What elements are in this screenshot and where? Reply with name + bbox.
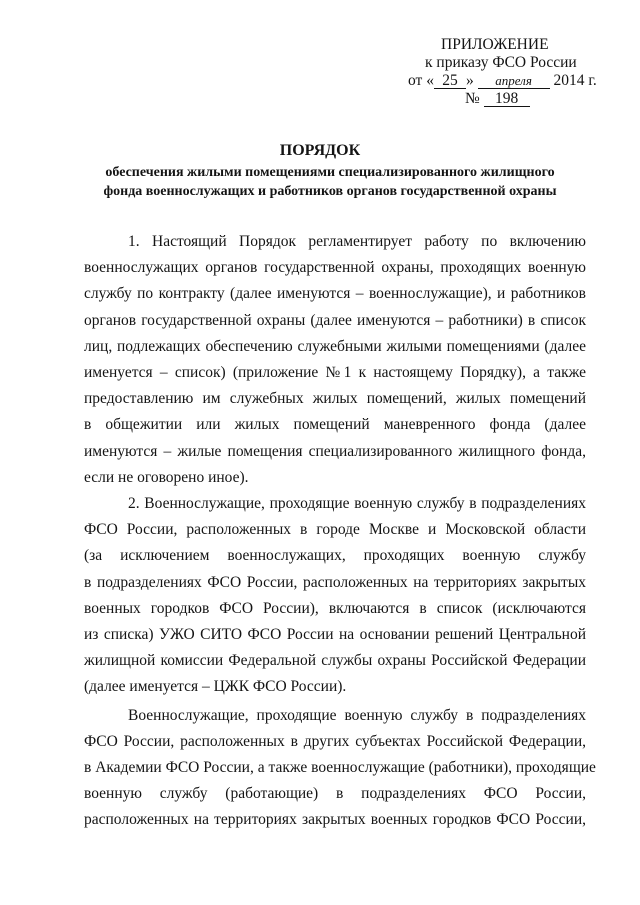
- text-line: в общежитии или жилых помещений маневренного фонда (далее: [84, 416, 586, 434]
- paragraph-3: [84, 703, 596, 834]
- number-value: 198: [484, 91, 530, 107]
- text-line: именуется – список) (приложение №1 к настоящему Порядку), а также: [84, 364, 586, 382]
- paragraph-1: [84, 229, 586, 491]
- text-line: службу по контракту (далее именуются – военнослужащие), и работников: [84, 285, 586, 303]
- text-line: в Академии ФСО России, а также военнослужащие (работники), проходящие: [84, 759, 596, 777]
- text-line: ФСО России, расположенных в городе Москве и Московской области: [84, 521, 586, 539]
- text-line: ФСО России, расположенных в других субъектах Российской Федерации,: [84, 732, 586, 750]
- text-line: военных городков ФСО России), включаются в список (исключаются: [84, 599, 586, 617]
- text-line: жилищной комиссии Федеральной службы охраны Российской Федерации: [84, 652, 586, 670]
- date-mid: »: [465, 72, 474, 89]
- text-line: военную службу (работающие) в подразделениях ФСО России,: [84, 785, 586, 803]
- text-line: органов государственной охраны (далее именуются – работники) в список: [84, 311, 586, 329]
- date-day: 25: [434, 73, 466, 89]
- text-line: именуются – жилые помещения специализированного жилищного фонда,: [84, 442, 586, 460]
- text-line: военнослужащих органов государственной охраны, проходящих военную: [84, 259, 586, 277]
- document-body: [84, 229, 596, 834]
- date-prefix: от «: [408, 72, 434, 89]
- number-prefix: №: [465, 90, 480, 107]
- text-line: расположенных на территориях закрытых военных городков ФСО России,: [84, 811, 586, 829]
- subtitle-line: фонда военнослужащих и работников органов государственной охраны: [103, 184, 557, 199]
- date-month: апреля: [478, 73, 550, 89]
- text-line: лиц, подлежащих обеспечению служебными жилыми помещениями (далее: [84, 337, 586, 355]
- order-number: [408, 90, 608, 108]
- subtitle-line: обеспечения жилыми помещениями специализированного жилищного: [105, 165, 555, 180]
- order-date: [408, 72, 608, 90]
- text-line: из списка) УЖО СИТО ФСО России на основании решений Центральной: [84, 626, 586, 644]
- approval-header: [408, 36, 608, 108]
- text-line: если не оговорено иное).: [84, 468, 249, 486]
- date-year: 2014 г.: [553, 72, 597, 89]
- text-line: 1. Настоящий Порядок регламентирует работу по включению: [128, 233, 586, 250]
- text-line: в подразделениях ФСО России, расположенных на территориях закрытых: [84, 573, 586, 591]
- text-line: Военнослужащие, проходящие военную службу в подразделениях: [128, 706, 586, 724]
- appendix-label: ПРИЛОЖЕНИЕ: [441, 36, 549, 53]
- text-line: (за исключением военнослужащих, проходящих военную службу: [84, 547, 586, 565]
- text-line: 2. Военнослужащие, проходящие военную службу в подразделениях: [128, 495, 586, 513]
- text-line: предоставлению им служебных жилых помещений, жилых помещений: [84, 390, 586, 408]
- paragraph-2: [84, 491, 586, 701]
- order-reference: к приказу ФСО России: [425, 54, 577, 71]
- text-line: (далее именуется – ЦЖК ФСО России).: [84, 678, 347, 696]
- document-subtitle: [60, 163, 600, 201]
- document-title: ПОРЯДОК: [279, 142, 361, 159]
